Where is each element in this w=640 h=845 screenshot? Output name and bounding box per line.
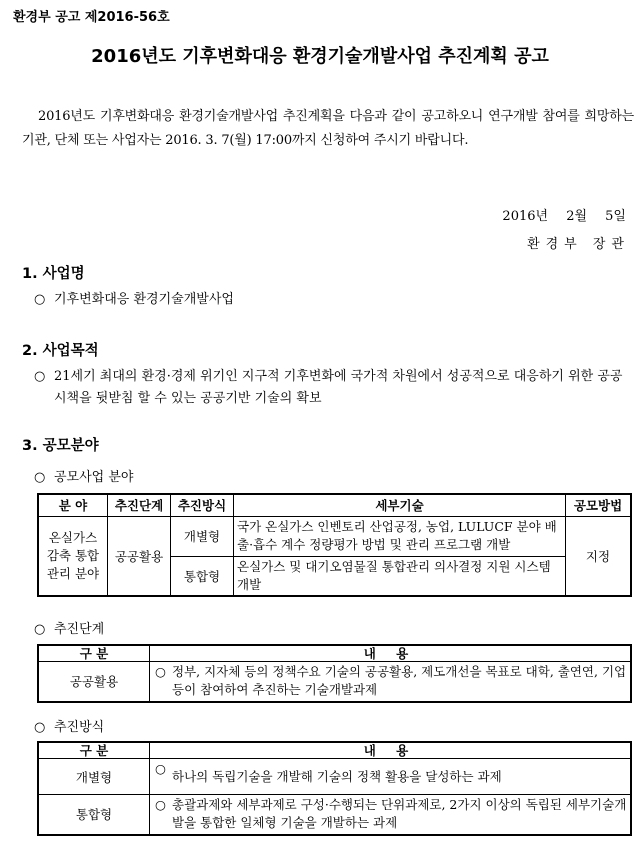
content-cell [150,795,632,835]
bullet-circle-icon: ○ [34,292,46,307]
section-2-item [34,366,634,410]
col-header-stage: 추진단계 [108,494,171,516]
caption-text: 추진단계 [54,622,105,637]
section-1-item [34,288,234,312]
section-heading-2: 2. 사업목적 [22,343,99,359]
stage-table-caption [34,618,104,637]
col-header-content: 내 용 [150,742,632,759]
caption-text: 추진방식 [54,720,105,735]
col-header-category: 구 분 [38,742,150,759]
content-cell [150,662,632,702]
col-header-apply: 공모방법 [566,494,632,516]
bullet-circle-icon: ○ [34,720,46,735]
content-text: 하나의 독립기술을 개발해 기술의 정책 활용을 달성하는 과제 [172,768,502,784]
col-header-method: 추진방식 [171,494,234,516]
category-cell: 공공활용 [38,662,150,702]
apply-method-cell: 지정 [566,516,632,596]
page-title: 2016년도 기후변화대응 환경기술개발사업 추진계획 공고 [91,46,549,67]
col-header-detail: 세부기술 [234,494,566,516]
method-table [37,741,632,836]
col-header-content: 내 용 [150,645,632,662]
signer: 환경부 장관 [527,237,630,252]
table-row [38,516,631,556]
category-cell: 개별형 [38,759,150,795]
content-cell [150,759,632,795]
type-cell: 통합형 [171,556,234,596]
method-table-caption [34,716,104,735]
bullet-circle-icon: ○ [155,797,166,812]
project-purpose: 21세기 최대의 환경·경제 위기인 지구적 기후변화에 국가적 차원에서 성공적으로 대응하기 위한 공공시책을 뒷받침 할 수 있는 공공기반 기술의 확보 [54,369,623,406]
table-row [38,662,631,702]
section-heading-1: 1. 사업명 [22,266,85,282]
project-name: 기후변화대응 환경기술개발사업 [54,292,234,307]
type-cell: 개별형 [171,516,234,556]
notice-date: 2016년 2월 5일 [502,209,626,224]
table-row [38,759,631,795]
intro-paragraph: 2016년도 기후변화대응 환경기술개발사업 추진계획을 다음과 같이 공고하오니 연구개발 참여를 희망하는 기관, 단체 또는 사업자는 2016. 3. 7(월) 17:00까지 신청하여 주시기 바랍니다. [22,109,634,148]
field-cell: 온실가스 감축 통합 관리 분야 [38,516,108,596]
content-text: 정부, 지자체 등의 정책수요 기술의 공공활용, 제도개선을 목표로 대학, 출연연, 기업 등이 참여하여 추진하는 기술개발과제 [172,664,627,698]
field-table [37,493,632,597]
bullet-circle-icon: ○ [155,664,166,679]
content-text: 총괄과제와 세부과제로 구성·수행되는 단위과제로, 2가지 이상의 독립된 세부기술개발을 통합한 일체형 기술을 개발하는 과제 [172,797,627,831]
bullet-circle-icon: ○ [34,369,46,384]
field-table-caption [34,466,133,485]
detail-cell: 온실가스 및 대기오염물질 통합관리 의사결정 지원 시스템 개발 [234,556,566,596]
section-heading-3: 3. 공모분야 [22,438,99,454]
doc-number: 환경부 공고 제2016-56호 [13,10,170,25]
col-header-category: 구 분 [38,645,150,662]
category-cell: 통합형 [38,795,150,835]
bullet-circle-icon: ○ [34,470,46,485]
caption-text: 공모사업 분야 [54,470,134,485]
col-header-field: 분 야 [38,494,108,516]
bullet-circle-icon: ○ [34,622,46,637]
stage-table [37,644,632,703]
stage-cell: 공공활용 [108,516,171,596]
bullet-circle-icon: ○ [155,761,166,776]
table-row [38,795,631,835]
detail-cell: 국가 온실가스 인벤토리 산업공정, 농업, LULUCF 분야 배출·흡수 계수 정량평가 방법 및 관리 프로그램 개발 [234,516,566,556]
